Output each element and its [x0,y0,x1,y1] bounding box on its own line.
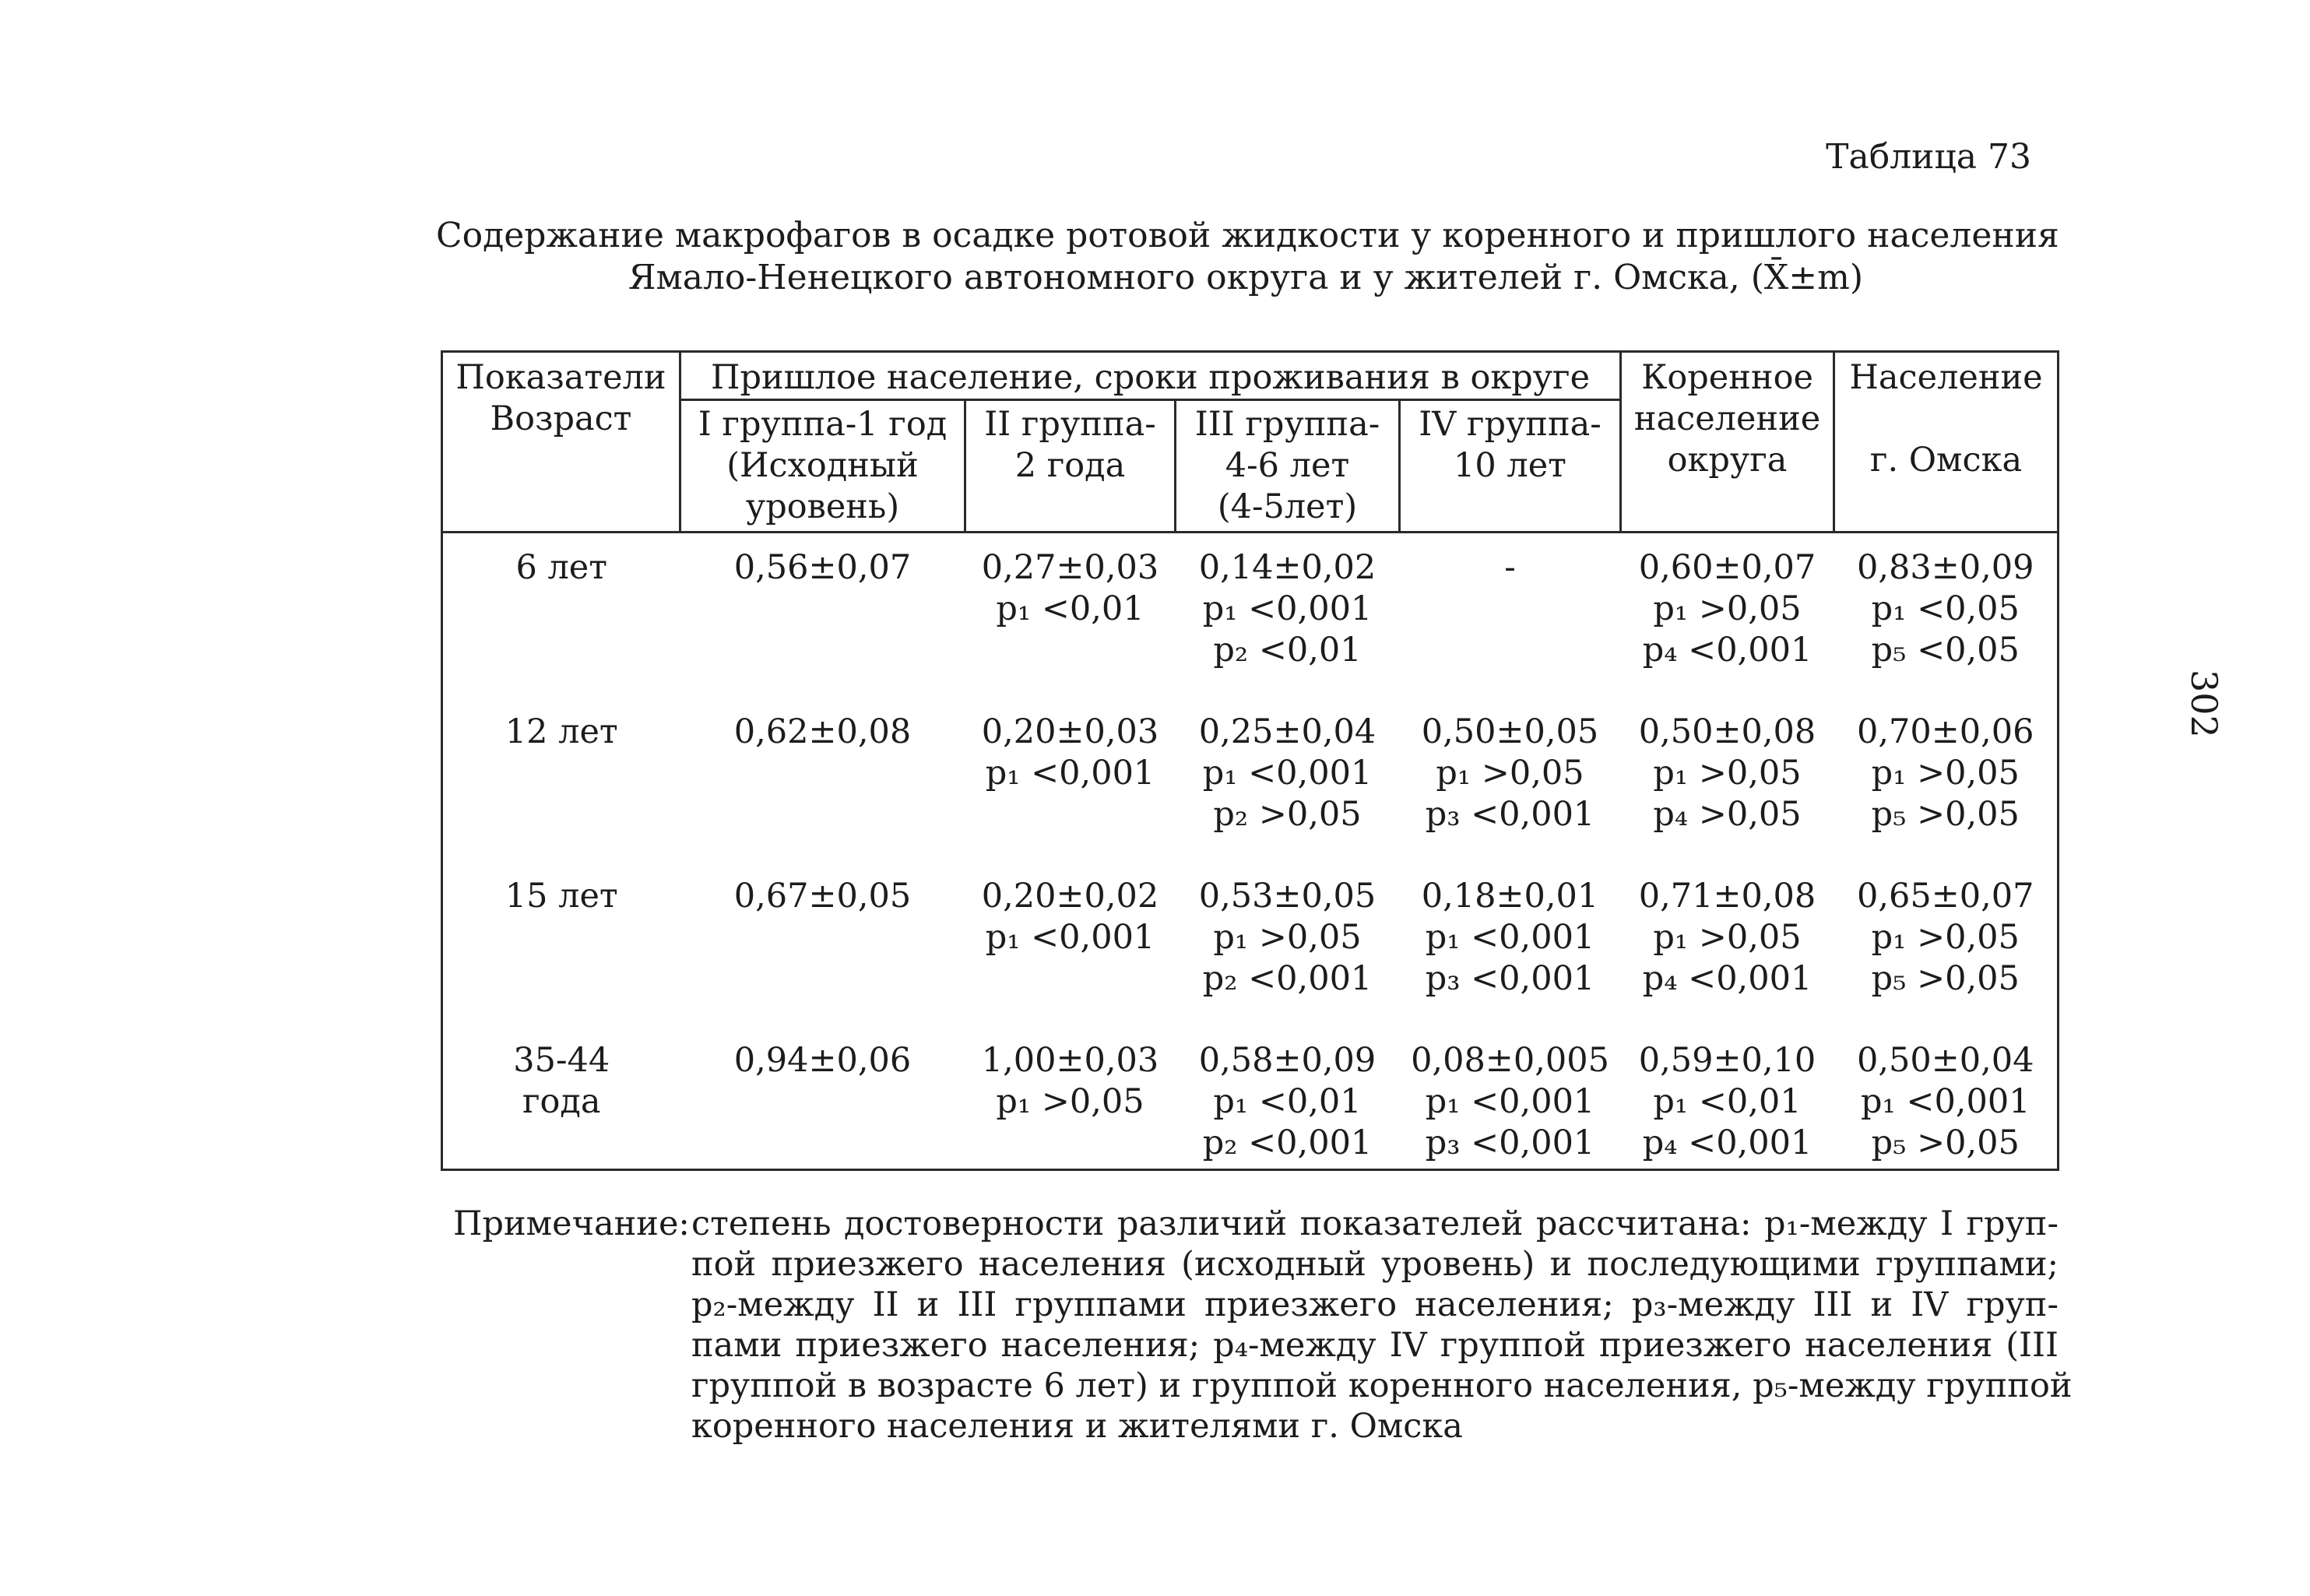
omsk-cell [1834,699,2059,863]
header-age-label: Возраст [490,399,632,438]
table-row [442,533,2059,700]
cell-line: p₁ <0,05 [1871,589,2020,628]
cell-line: 0,50±0,08 [1638,712,1816,751]
cell-line: p₅ >0,05 [1871,959,2020,998]
cell-line: p₁ >0,05 [1653,918,1802,957]
group-2-cell [965,533,1176,700]
group-4-cell [1400,699,1621,863]
cell-line: 0,20±0,03 [981,712,1159,751]
cell-line: p₁ >0,05 [996,1082,1144,1121]
header-group-3-line: 4-6 лет [1225,446,1350,485]
cell-line: p₁ <0,001 [1425,918,1595,957]
cell-line: 0,53±0,05 [1198,877,1377,916]
cell-line: p₁ >0,05 [1653,589,1802,628]
omsk-cell [1834,533,2059,700]
cell-line: 35-44 [513,1041,610,1080]
header-group-2 [965,400,1176,533]
header-omsk-line [1835,399,2057,440]
cell-line: 0,62±0,08 [733,712,912,751]
cell-line: p₃ <0,001 [1425,795,1595,834]
table-row [442,699,2059,863]
cell-line: p₁ >0,05 [1436,754,1584,793]
header-omsk-line: г. Омска [1869,441,2023,480]
header-group-2-line: 2 года [1014,446,1126,485]
group-3-cell [1176,863,1400,1028]
group-1-cell [680,533,965,700]
header-native-line: округа [1667,441,1788,480]
cell-line: p₅ >0,05 [1871,1123,2020,1162]
note-line: степень достоверности различий показателей рассчитана: p₁-между I груп- [691,1204,2059,1243]
cell-line: p₁ <0,01 [1653,1082,1802,1121]
age-cell [442,863,680,1028]
cell-line: p₁ <0,001 [1860,1082,2030,1121]
header-group-3-line: (4-5лет) [1217,487,1358,526]
table-caption [436,215,2059,299]
header-native-line: Коренное [1641,358,1813,397]
cell-line: p₄ <0,001 [1642,631,1812,670]
header-group-4-line: IV группа- [1419,405,1602,444]
cell-line: p₁ <0,001 [985,918,1155,957]
cell-line: 0,65±0,07 [1857,877,2034,916]
header-group-3-line: III группа- [1194,405,1380,444]
cell-line: - [1504,548,1516,587]
table-row [442,863,2059,1028]
cell-line: 0,20±0,02 [981,877,1159,916]
caption-line: Содержание макрофагов в осадке ротовой жидкости у коренного и пришлого населения [436,216,2059,255]
cell-line: p₁ <0,01 [1213,1082,1362,1121]
header-group-1-line: уровень) [745,487,900,526]
group-1-cell [680,699,965,863]
header-group-1-line: (Исходный [726,446,919,485]
header-omsk-population [1834,352,2059,533]
header-native-population [1621,352,1834,533]
header-native-line: население [1633,399,1821,438]
cell-line: 0,56±0,07 [733,548,912,587]
header-omsk-line: Население [1849,358,2043,397]
header-group-4 [1400,400,1621,533]
note-line: пой приезжего населения (исходный уровень) и последующими группами; [691,1245,2059,1284]
cell-line: 0,18±0,01 [1421,877,1599,916]
table-body [442,533,2059,1170]
cell-line: 1,00±0,03 [981,1041,1159,1080]
cell-line: p₁ <0,001 [1202,754,1373,793]
cell-line: p₂ <0,01 [1213,631,1362,670]
cell-line: 0,58±0,09 [1198,1041,1377,1080]
cell-line: 15 лет [505,877,618,916]
group-4-cell [1400,1028,1621,1170]
cell-line: p₄ <0,001 [1642,959,1812,998]
age-cell [442,1028,680,1170]
age-cell [442,699,680,863]
header-group-4-line: 10 лет [1454,446,1566,485]
native-cell [1621,1028,1834,1170]
cell-line: p₂ <0,001 [1202,959,1373,998]
caption-line: Ямало-Ненецкого автономного округа и у жителей г. Омска, (X̄±m) [628,258,1864,297]
cell-line: 0,50±0,05 [1421,712,1599,751]
cell-line: p₅ >0,05 [1871,795,2020,834]
group-4-cell [1400,863,1621,1028]
cell-line: p₁ >0,05 [1213,918,1362,957]
note-line: группой в возрасте 6 лет) и группой коренного населения, p₅-между группой [691,1366,2073,1405]
native-cell [1621,699,1834,863]
cell-line: 0,60±0,07 [1638,548,1816,587]
table-number-label: Таблица 73 [1826,137,2031,177]
age-cell [442,533,680,700]
cell-line: 0,83±0,09 [1857,548,2034,587]
cell-line: 0,25±0,04 [1198,712,1377,751]
cell-line: p₄ >0,05 [1653,795,1802,834]
cell-line: p₂ >0,05 [1213,795,1362,834]
header-indicator-age [442,352,680,533]
cell-line: 0,71±0,08 [1638,877,1816,916]
cell-line: 0,70±0,06 [1857,712,2034,751]
page-number: 302 [2183,670,2225,738]
cell-line: p₅ <0,05 [1871,631,2020,670]
note-line: p₂-между II и III группами приезжего населения; p₃-между III и IV груп- [691,1285,2059,1324]
cell-line: 0,59±0,10 [1638,1041,1816,1080]
cell-line: p₁ <0,001 [985,754,1155,793]
table-note [453,1204,2073,1447]
cell-line: p₄ <0,001 [1642,1123,1812,1162]
note-body [691,1204,2073,1447]
group-1-cell [680,863,965,1028]
cell-line: 12 лет [505,712,618,751]
group-3-cell [1176,699,1400,863]
native-cell [1621,533,1834,700]
macrophage-table [441,350,2059,1171]
header-group-2-line: II группа- [984,405,1156,444]
cell-line: 0,50±0,04 [1857,1041,2034,1080]
group-2-cell [965,699,1176,863]
native-cell [1621,863,1834,1028]
omsk-cell [1834,1028,2059,1170]
note-line: пами приезжего населения; p₄-между IV группой приезжего населения (III [691,1326,2059,1365]
note-label: Примечание: [453,1204,690,1243]
omsk-cell [1834,863,2059,1028]
header-group-3 [1176,400,1400,533]
cell-line: p₃ <0,001 [1425,1123,1595,1162]
group-1-cell [680,1028,965,1170]
cell-line: 0,14±0,02 [1198,548,1377,587]
cell-line: p₁ >0,05 [1653,754,1802,793]
table-row [442,1028,2059,1170]
table-header [442,352,2059,533]
cell-line: 6 лет [515,548,608,587]
header-migrant-population: Пришлое население, сроки проживания в округе [680,352,1621,400]
cell-line: p₂ <0,001 [1202,1123,1373,1162]
header-group-1-line: I группа-1 год [698,405,948,444]
header-group-1 [680,400,965,533]
note-line: коренного населения и жителями г. Омска [691,1407,1463,1446]
cell-line: p₃ <0,001 [1425,959,1595,998]
cell-line: года [522,1082,601,1121]
cell-line: 0,27±0,03 [981,548,1159,587]
group-2-cell [965,863,1176,1028]
group-2-cell [965,1028,1176,1170]
group-3-cell [1176,533,1400,700]
cell-line: 0,08±0,005 [1411,1041,1609,1080]
header-indicator-label: Показатели [455,358,666,397]
cell-line: p₁ <0,001 [1202,589,1373,628]
cell-line: p₁ <0,001 [1425,1082,1595,1121]
cell-line: 0,94±0,06 [733,1041,912,1080]
group-3-cell [1176,1028,1400,1170]
group-4-cell [1400,533,1621,700]
cell-line: p₁ >0,05 [1871,918,2020,957]
cell-line: p₁ <0,01 [996,589,1144,628]
cell-line: p₁ >0,05 [1871,754,2020,793]
cell-line: 0,67±0,05 [733,877,912,916]
